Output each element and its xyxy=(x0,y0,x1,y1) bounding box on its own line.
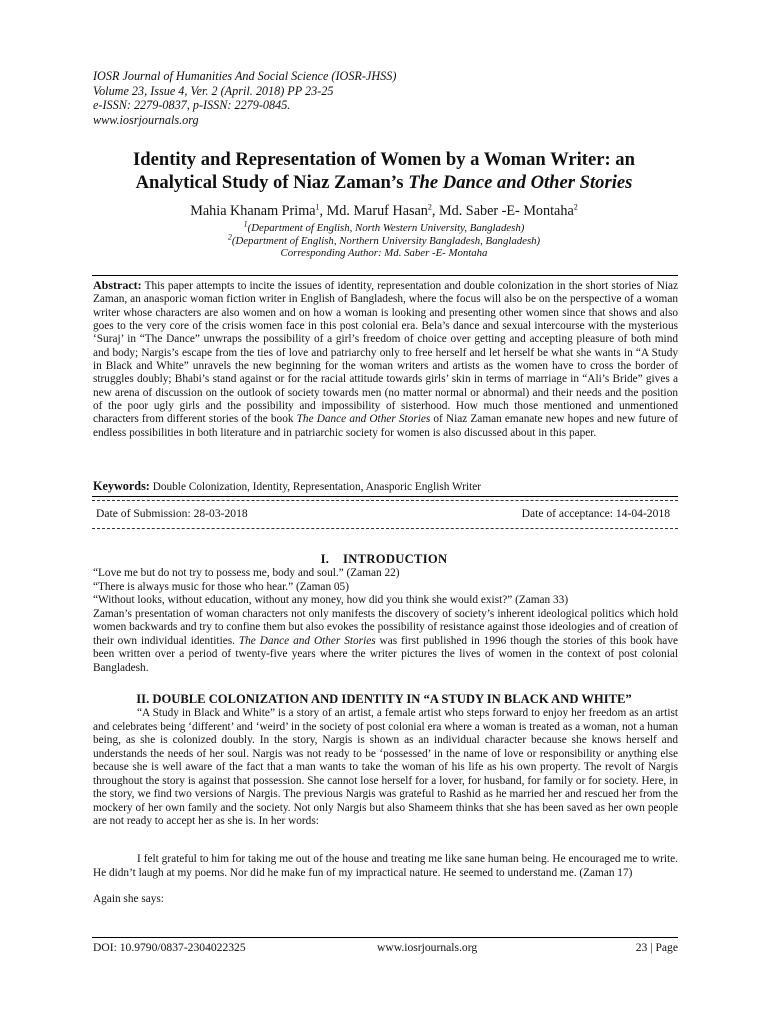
section-heading-introduction: I. INTRODUCTION xyxy=(320,552,448,566)
author-3: , Md. Saber -E- Montaha xyxy=(431,203,574,219)
section-2-body xyxy=(93,707,678,829)
introduction-paragraph xyxy=(93,608,678,676)
journal-issn: e-ISSN: 2279-0837, p-ISSN: 2279-0845. xyxy=(93,98,291,112)
abstract-text: This paper attempts to incite the issues of identity, representation and double colonization in the short stories of Niaz Zaman, an anasporic woman fiction writer in English of Bangladesh, where the focus will also be on the perspective of a woman writer whose characters are also women and on how a woman is looking and presenting other women since that shows and also goes to the very core of the crisis women face in this post colonial era. Bela’s dance and sexual intercourse with the mysterious ‘Suraj’ in “The Dance” unwraps the possibility of a girl’s freedom of choice over getting and accepting pleasure of both mind and body; Nargis’s escape from the ties of love and patriarchy only to free herself and let herself be what she wants in “A Study in Black and White” unravels the new beginning for the woman writers and artists as the women have to cross the border of struggles doubly; Bhabi’s stand against or for the racial attitude towards girls’ skin in terms of marriage in “Ali’s Bride” gives a new arena of discussion on the outlook of society towards men (no matter normal or abnormal) and their needs and the position of the poor ugly girls and the possibility and impossibility of sisterhood. How much those mentioned and unmentioned characters from different stories of the book xyxy=(93,280,678,426)
keywords xyxy=(93,479,678,494)
journal-website: www.iosrjournals.org xyxy=(93,112,199,127)
title-book-name: The Dance and Other Stories xyxy=(408,172,633,193)
abstract-text-end: of Niaz Zaman emanate new hopes and new future of endless possibilities in both literature and in patriarchic society for women is also discussed about in this paper. xyxy=(93,413,678,439)
intro-text-end: was first published in 1996 though the stories of this book have been written over a period of twenty-five years where the writer pictures the lives of women in the context of post colonial Bangladesh. xyxy=(93,634,678,674)
footer-rule xyxy=(92,937,678,938)
affiliation-2-mark: 2 xyxy=(227,232,232,241)
page-footer xyxy=(93,941,678,954)
title-line-2-text: Analytical Study of Niaz Zaman’s xyxy=(135,172,409,193)
affiliation-1-text: (Department of English, North Western University, Bangladesh) xyxy=(247,222,525,234)
keywords-label: Keywords: xyxy=(93,479,150,493)
journal-header xyxy=(93,69,396,127)
acceptance-date: Date of acceptance: 14-04-2018 xyxy=(521,507,670,520)
section-heading-double-colonization: II. DOUBLE COLONIZATION AND IDENTITY IN “A STUDY IN BLACK AND WHITE” xyxy=(136,692,632,706)
author-1: Mahia Khanam Prima xyxy=(190,203,316,219)
introduction-section xyxy=(93,567,678,675)
body-continuation: Again she says: xyxy=(93,893,164,905)
abstract-label: Abstract: xyxy=(93,278,142,292)
affiliation-2-text: (Department of English, Northern University Bangladesh, Bangladesh) xyxy=(231,234,541,247)
paper-title xyxy=(80,148,688,194)
title-line-1: Identity and Representation of Women by a Woman Writer: an xyxy=(133,149,635,170)
affiliations xyxy=(80,219,688,260)
journal-volume: Volume 23, Issue 4, Ver. 2 (April. 2018) PP 23-25 xyxy=(93,83,334,98)
footer-page-number: 23 | Page xyxy=(635,941,678,954)
epigraph-quote: “Love me but do not try to possess me, body and soul.” (Zaman 22) xyxy=(93,567,400,579)
author-2: , Md. Maruf Hasan xyxy=(319,203,428,219)
epigraph-quote: “There is always music for those who hear.” (Zaman 05) xyxy=(93,580,349,593)
dashed-divider-top xyxy=(92,500,678,501)
intro-text: Zaman’s presentation of woman characters not only manifests the discovery of society’s inherent ideological politics which hold women backwards and try to confine them but also evokes the possibility of resistance against those ideologies and of creation of their own individual identities. xyxy=(93,607,678,647)
intro-book-name: The Dance and Other Stories xyxy=(238,634,376,647)
keywords-text: Double Colonization, Identity, Representation, Anasporic English Writer xyxy=(149,481,482,493)
submission-date: Date of Submission: 28-03-2018 xyxy=(96,507,248,520)
dashed-divider-bottom xyxy=(92,528,678,529)
footer-website: www.iosrjournals.org xyxy=(377,941,478,954)
affiliation-1-mark: 1 xyxy=(243,219,248,229)
abstract xyxy=(93,279,678,440)
author-list xyxy=(80,203,688,220)
author-3-affil-mark: 2 xyxy=(573,202,578,212)
corresponding-author: Corresponding Author: Md. Saber -E- Montaha xyxy=(280,247,488,260)
author-1-affil-mark: 1 xyxy=(315,202,320,212)
footer-doi: DOI: 10.9790/0837-2304022325 xyxy=(93,941,246,954)
abstract-book-name: The Dance and Other Stories xyxy=(296,413,431,426)
dates-row xyxy=(96,507,670,520)
journal-name: IOSR Journal of Humanities And Social Science (IOSR-JHSS) xyxy=(93,69,397,83)
block-quote-text: I felt grateful to him for taking me out of the house and treating me like sane human being. He encouraged me to write. He didn’t laugh at my poems. Nor did he make fun of my impractical nature. He seemed to understand me. (Zaman 17) xyxy=(93,853,678,879)
affiliation-2 xyxy=(80,232,688,248)
title-line-2 xyxy=(80,171,688,194)
body-paragraph: “A Study in Black and White” is a story of an artist, a female artist who steps forward to enjoy her freedom as an artist and celebrates being ‘different’ and ‘weird’ in the society of post colonial era where a woman is treated as a woman, not a human being, as she is colonized doubly. In the story, Nargis is shown as an individual character because she knows herself and understands the needs of her soul. Nargis was not ready to be ‘possessed’ in the name of love or responsibility or anything else because she is well aware of the fact that a man wants to take the woman of his life as his own property. The revolt of Nargis throughout the story is against that possession. She cannot lose herself for a lover, for husband, for family or for society. Here, in the story, we find two versions of Nargis. The previous Nargis was grateful to Rashid as he married her and rescued her from the mockery of her own family and the society. Not only Nargis but also Shameem thinks that she has been saved as her own people are not ready to accept her as she is. In her words: xyxy=(93,707,678,827)
block-quote xyxy=(93,853,678,880)
epigraph-quote: “Without looks, without education, without any money, how did you think she would exist?” (Zaman 33) xyxy=(93,594,569,606)
author-2-affil-mark: 2 xyxy=(427,202,432,212)
affiliation-1 xyxy=(80,219,688,235)
